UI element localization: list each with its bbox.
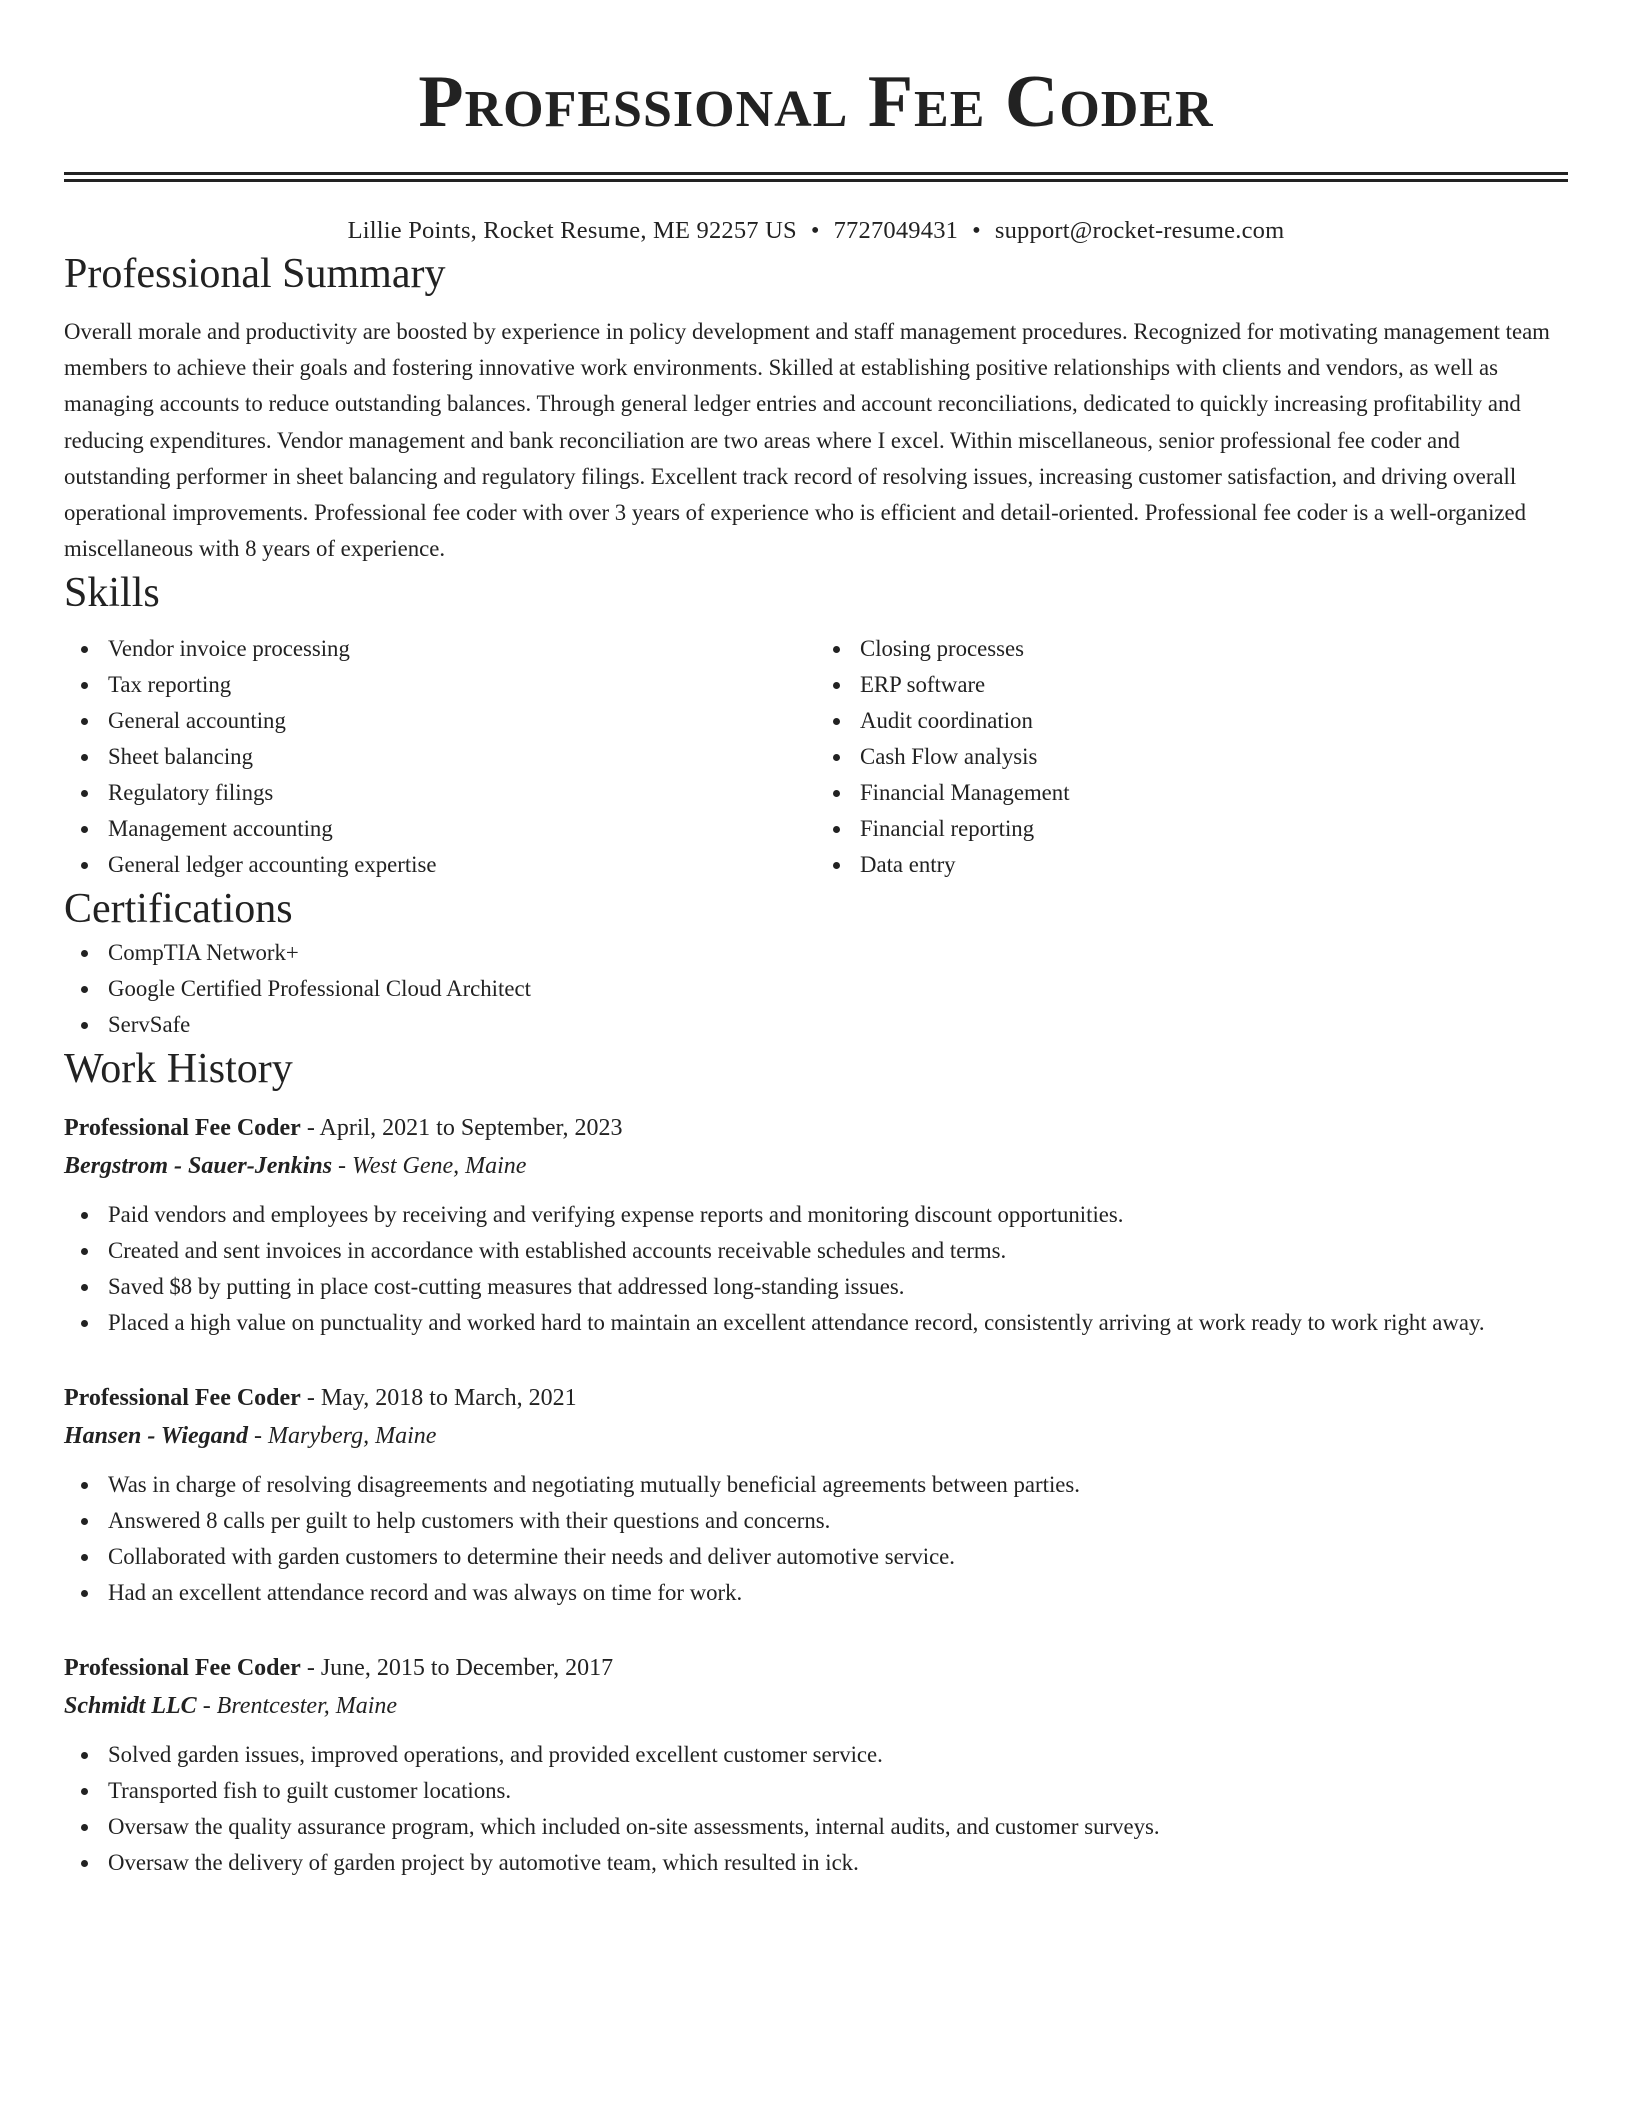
- skill-item: Tax reporting: [108, 667, 816, 703]
- skill-item: Management accounting: [108, 811, 816, 847]
- contact-address: Lillie Points, Rocket Resume, ME 92257 US: [347, 217, 797, 244]
- job-header: [64, 1649, 1568, 1687]
- job-duty: Placed a high value on punctuality and worked hard to maintain an excellent attendance record, consistently arriving at work ready to work right away.: [108, 1305, 1568, 1341]
- skill-item: Closing processes: [860, 631, 1568, 667]
- job-header: [64, 1109, 1568, 1147]
- job-dates: - April, 2021 to September, 2023: [300, 1115, 623, 1142]
- job-title: Professional Fee Coder: [64, 1655, 301, 1682]
- skill-item: Regulatory filings: [108, 775, 816, 811]
- job-company: Schmidt LLC: [64, 1693, 197, 1720]
- job-entry: [64, 1109, 1568, 1341]
- skill-item: Financial reporting: [860, 811, 1568, 847]
- job-entry: [64, 1649, 1568, 1881]
- skill-item: Sheet balancing: [108, 739, 816, 775]
- header-divider: [64, 172, 1568, 182]
- contact-separator: •: [810, 217, 820, 244]
- skill-item: Data entry: [860, 847, 1568, 883]
- certifications-heading: Certifications: [64, 886, 293, 933]
- job-title: Professional Fee Coder: [64, 1115, 301, 1142]
- skill-item: Financial Management: [860, 775, 1568, 811]
- job-duty: Collaborated with garden customers to determine their needs and deliver automotive service.: [108, 1539, 1568, 1575]
- certification-item: CompTIA Network+: [108, 935, 1568, 971]
- job-duty: Solved garden issues, improved operations, and provided excellent customer service.: [108, 1737, 1568, 1773]
- job-title: Professional Fee Coder: [64, 1385, 301, 1412]
- job-dates: - June, 2015 to December, 2017: [300, 1655, 614, 1682]
- contact-line: [64, 214, 1568, 248]
- contact-separator: •: [972, 217, 981, 244]
- job-employer: [64, 1417, 1568, 1455]
- certifications-list: [64, 935, 1568, 1043]
- skill-item: General ledger accounting expertise: [108, 847, 816, 883]
- job-duty: Oversaw the delivery of garden project by automotive team, which resulted in ick.: [108, 1845, 1568, 1881]
- skill-item: General accounting: [108, 703, 816, 739]
- job-company: Hansen - Wiegand: [64, 1423, 249, 1450]
- job-location: - Brentcester, Maine: [196, 1693, 398, 1720]
- skills-left-column: [64, 631, 816, 883]
- job-duties: [64, 1467, 1568, 1611]
- job-duty: Transported fish to guilt customer locations.: [108, 1773, 1568, 1809]
- contact-phone: 7727049431: [833, 217, 959, 244]
- skills-grid: [64, 631, 1568, 883]
- job-employer: [64, 1687, 1568, 1725]
- job-duty: Had an excellent attendance record and was always on time for work.: [108, 1575, 1568, 1611]
- job-duty: Saved $8 by putting in place cost-cutting measures that addressed long-standing issues.: [108, 1269, 1568, 1305]
- resume-name: Professional Fee Coder: [418, 61, 1214, 143]
- job-duty: Paid vendors and employees by receiving and verifying expense reports and monitoring discount opportunities.: [108, 1197, 1568, 1233]
- skills-heading: Skills: [64, 570, 160, 617]
- job-dates: - May, 2018 to March, 2021: [300, 1385, 577, 1412]
- work-history-heading: Work History: [64, 1046, 293, 1093]
- job-header: [64, 1379, 1568, 1417]
- job-entry: [64, 1379, 1568, 1611]
- job-duty: Was in charge of resolving disagreements and negotiating mutually beneficial agreements between parties.: [108, 1467, 1568, 1503]
- skill-item: Audit coordination: [860, 703, 1568, 739]
- job-duty: Oversaw the quality assurance program, which included on-site assessments, internal audits, and customer surveys.: [108, 1809, 1568, 1845]
- skill-item: Cash Flow analysis: [860, 739, 1568, 775]
- summary-heading: Professional Summary: [64, 251, 446, 297]
- job-duties: [64, 1197, 1568, 1341]
- summary-text: Overall morale and productivity are boosted by experience in policy development and staff management procedures. Recognized for motivating management team members to achieve their goals and fostering innovative work environments. Skilled at establishing positive relationships with clients and vendors, as well as managing accounts to reduce outstanding balances. Through general ledger entries and account reconciliations, dedicated to quickly increasing profitability and reducing expenditures. Vendor management and bank reconciliation are two areas where I excel. Within miscellaneous, senior professional fee coder and outstanding performer in sheet balancing and regulatory filings. Excellent track record of resolving issues, increasing customer satisfaction, and driving overall operational improvements. Professional fee coder with over 3 years of experience who is efficient and detail-oriented. Professional fee coder is a well-organized miscellaneous with 8 years of experience.: [64, 319, 1550, 562]
- certification-item: Google Certified Professional Cloud Architect: [108, 971, 1568, 1007]
- job-employer: [64, 1147, 1568, 1185]
- job-duty: Answered 8 calls per guilt to help customers with their questions and concerns.: [108, 1503, 1568, 1539]
- job-duty: Created and sent invoices in accordance with established accounts receivable schedules and terms.: [108, 1233, 1568, 1269]
- job-location: - West Gene, Maine: [332, 1153, 527, 1180]
- job-duties: [64, 1737, 1568, 1881]
- skill-item: Vendor invoice processing: [108, 631, 816, 667]
- certification-item: ServSafe: [108, 1007, 1568, 1043]
- skills-right-column: [816, 631, 1568, 883]
- contact-email: support@rocket-resume.com: [994, 217, 1285, 244]
- job-company: Bergstrom - Sauer-Jenkins: [64, 1153, 333, 1180]
- skill-item: ERP software: [860, 667, 1568, 703]
- job-location: - Maryberg, Maine: [248, 1423, 437, 1450]
